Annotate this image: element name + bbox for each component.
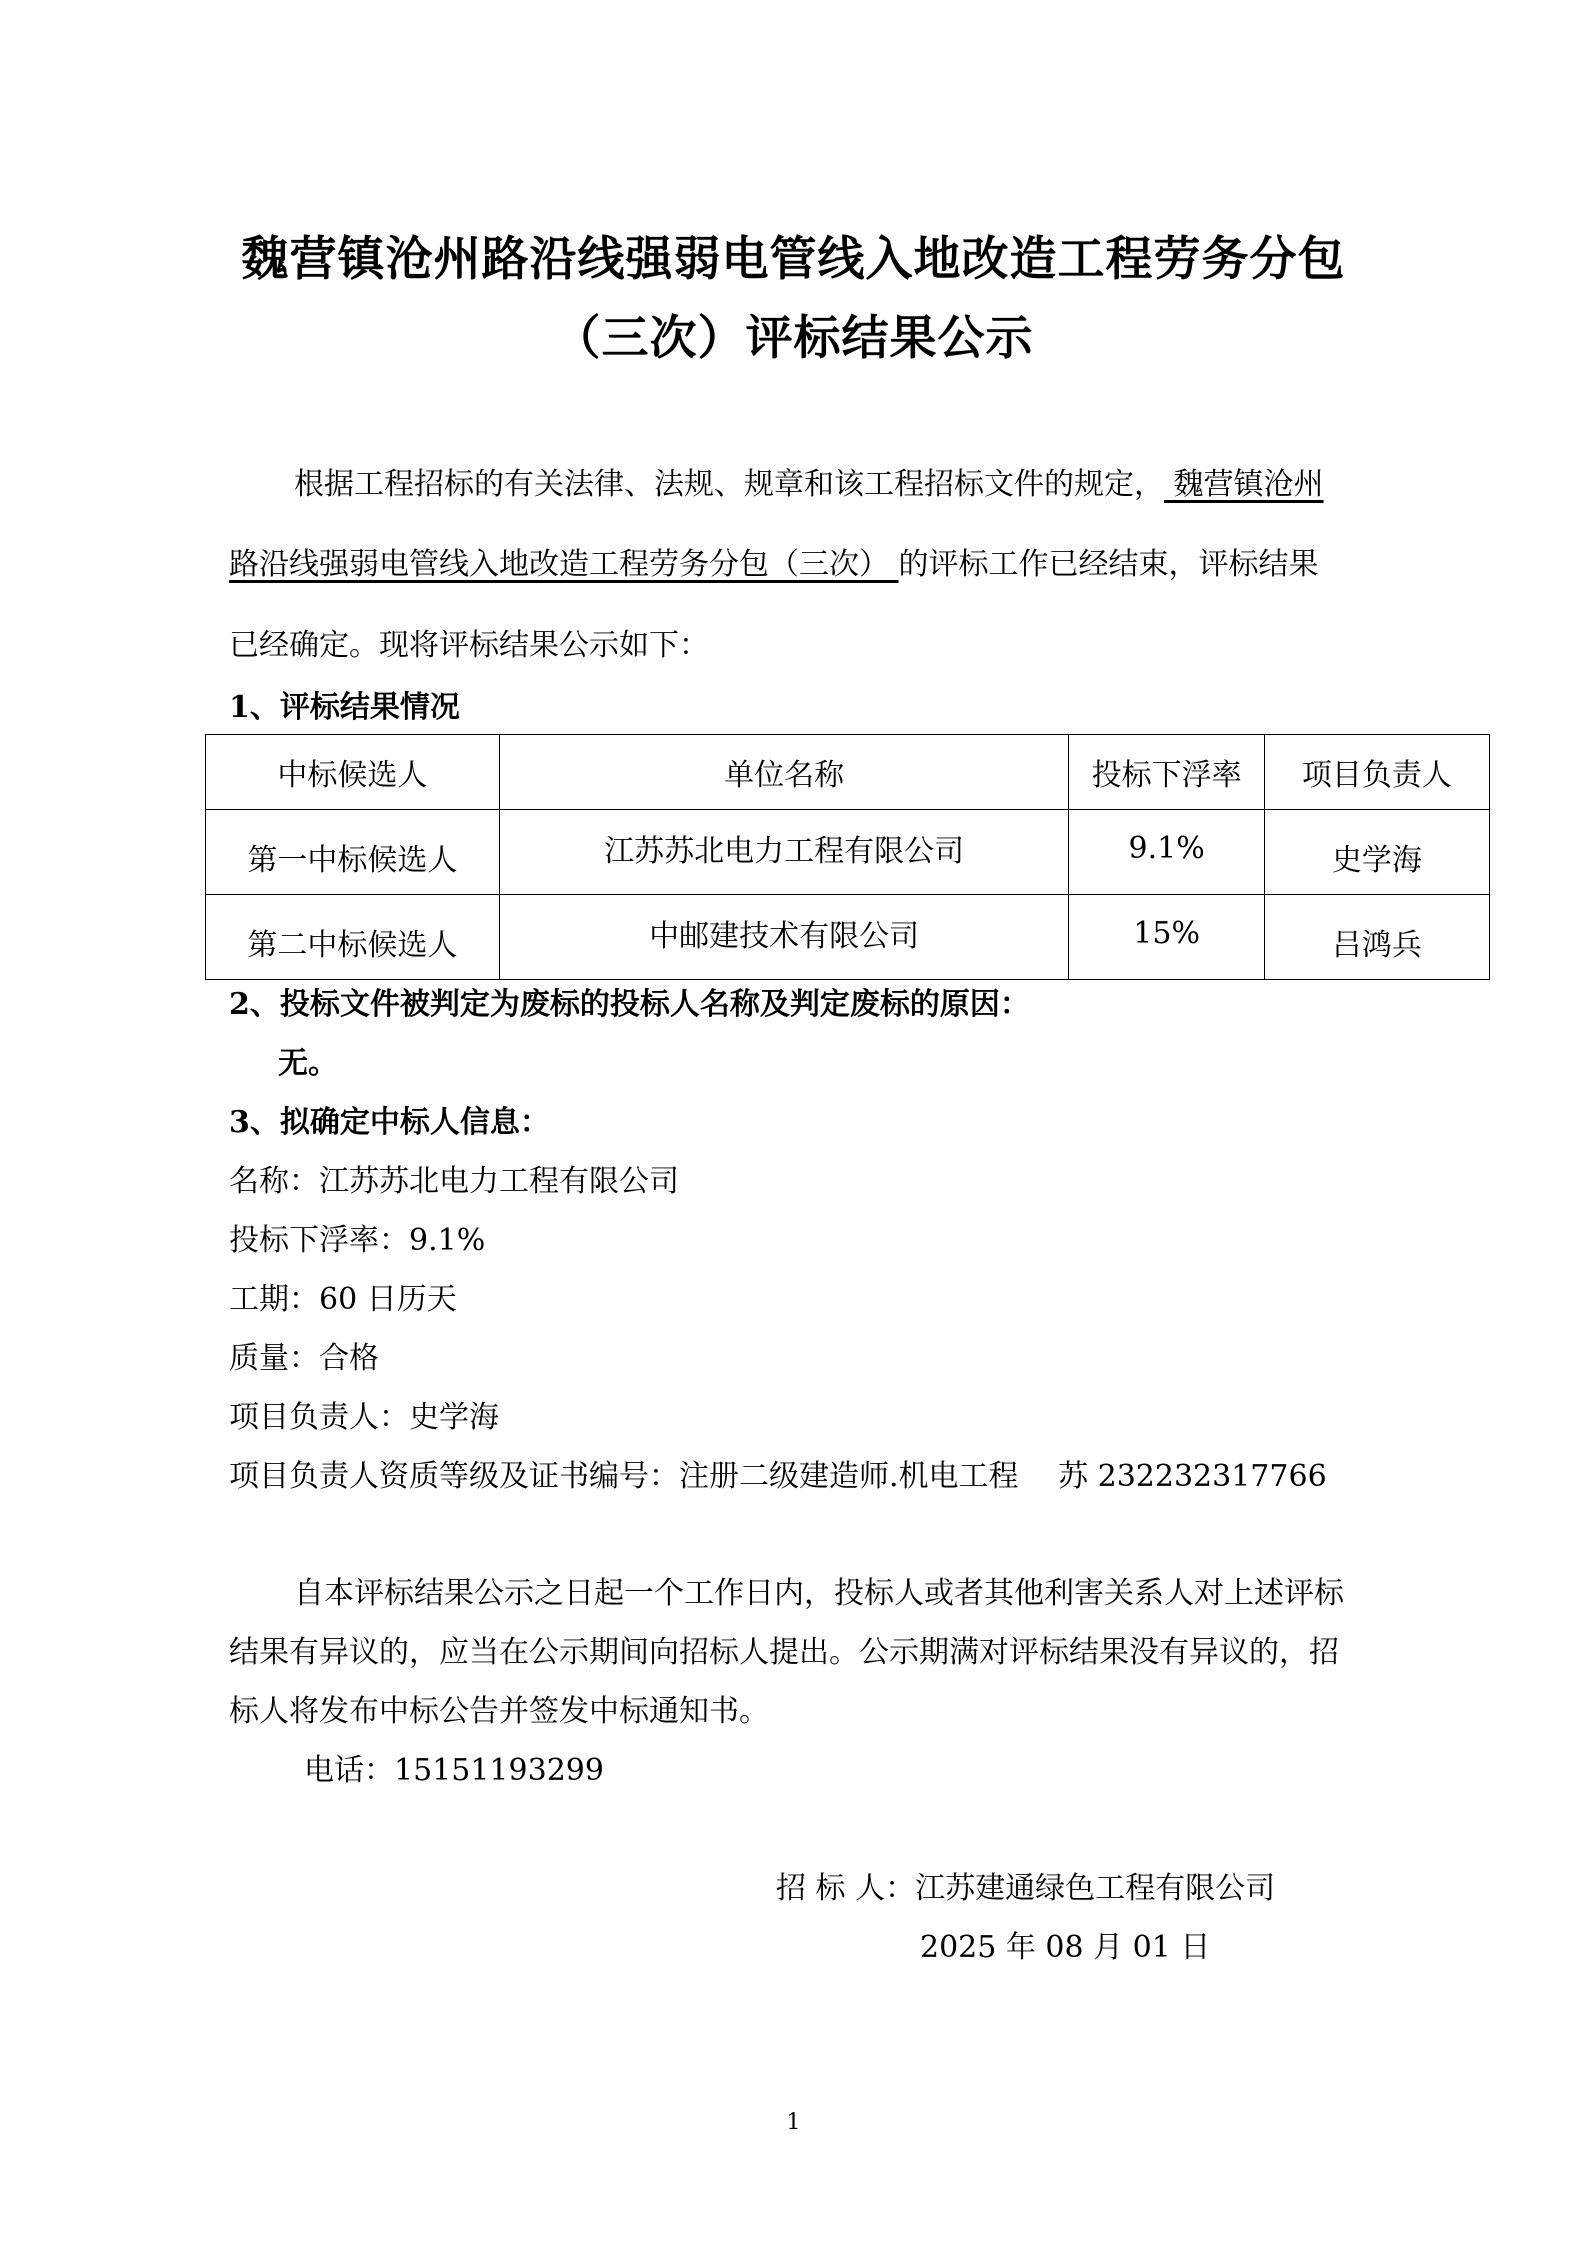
cell-rate: 15% bbox=[1069, 895, 1264, 980]
cell-candidate: 第二中标候选人 bbox=[206, 895, 500, 980]
cell-manager: 史学海 bbox=[1264, 810, 1489, 895]
document-title-line-1: 魏营镇沧州路沿线强弱电管线入地改造工程劳务分包 bbox=[241, 232, 1346, 287]
winner-period: 工期：60 日历天 bbox=[229, 1282, 457, 1317]
section-3-heading: 3、拟确定中标人信息： bbox=[229, 1105, 550, 1140]
intro-line-3: 已经确定。现将评标结果公示如下： bbox=[229, 628, 709, 663]
winner-certificate: 项目负责人资质等级及证书编号：注册二级建造师.机电工程 苏 232232317766 bbox=[229, 1459, 1327, 1494]
project-name-part-1: 魏营镇沧州 bbox=[1164, 467, 1324, 502]
tenderer-signature: 招 标 人：江苏建通绿色工程有限公司 bbox=[776, 1871, 1276, 1906]
winner-rate: 投标下浮率：9.1% bbox=[229, 1223, 486, 1258]
section-2-heading: 2、投标文件被判定为废标的投标人名称及判定废标的原因： bbox=[229, 987, 1030, 1022]
winner-quality: 质量：合格 bbox=[229, 1341, 379, 1376]
section-2-content: 无。 bbox=[278, 1046, 338, 1081]
signature-date: 2025 年 08 月 01 日 bbox=[920, 1930, 1211, 1965]
intro-line-1 bbox=[294, 467, 1324, 502]
table-header-row bbox=[206, 735, 1490, 810]
cell-candidate: 第一中标候选人 bbox=[206, 810, 500, 895]
intro-prefix: 根据工程招标的有关法律、法规、规章和该工程招标文件的规定， bbox=[294, 467, 1164, 502]
header-company: 单位名称 bbox=[499, 735, 1069, 810]
document-title-line-2: （三次）评标结果公示 bbox=[553, 311, 1034, 366]
results-table bbox=[205, 734, 1490, 980]
cell-manager: 吕鸿兵 bbox=[1264, 895, 1489, 980]
cell-company: 江苏苏北电力工程有限公司 bbox=[499, 810, 1069, 895]
cell-rate: 9.1% bbox=[1069, 810, 1264, 895]
contact-phone: 电话：15151193299 bbox=[304, 1753, 604, 1788]
page-number: 1 bbox=[786, 2110, 801, 2135]
intro-line-2 bbox=[229, 547, 1319, 582]
header-rate: 投标下浮率 bbox=[1069, 735, 1264, 810]
project-name-part-2: 路沿线强弱电管线入地改造工程劳务分包（三次） bbox=[229, 547, 899, 582]
notice-line-3: 标人将发布中标公告并签发中标通知书。 bbox=[229, 1694, 769, 1729]
notice-line-1: 自本评标结果公示之日起一个工作日内，投标人或者其他利害关系人对上述评标 bbox=[294, 1576, 1344, 1611]
intro-suffix: 的评标工作已经结束，评标结果 bbox=[898, 547, 1319, 582]
section-1-heading: 1、评标结果情况 bbox=[229, 690, 460, 725]
header-manager: 项目负责人 bbox=[1264, 735, 1489, 810]
winner-manager: 项目负责人：史学海 bbox=[229, 1400, 499, 1435]
cell-company: 中邮建技术有限公司 bbox=[499, 895, 1069, 980]
header-candidate: 中标候选人 bbox=[206, 735, 500, 810]
winner-name: 名称：江苏苏北电力工程有限公司 bbox=[229, 1164, 679, 1199]
table-row bbox=[206, 810, 1490, 895]
notice-line-2: 结果有异议的，应当在公示期间向招标人提出。公示期满对评标结果没有异议的，招 bbox=[229, 1635, 1339, 1670]
table-row bbox=[206, 895, 1490, 980]
